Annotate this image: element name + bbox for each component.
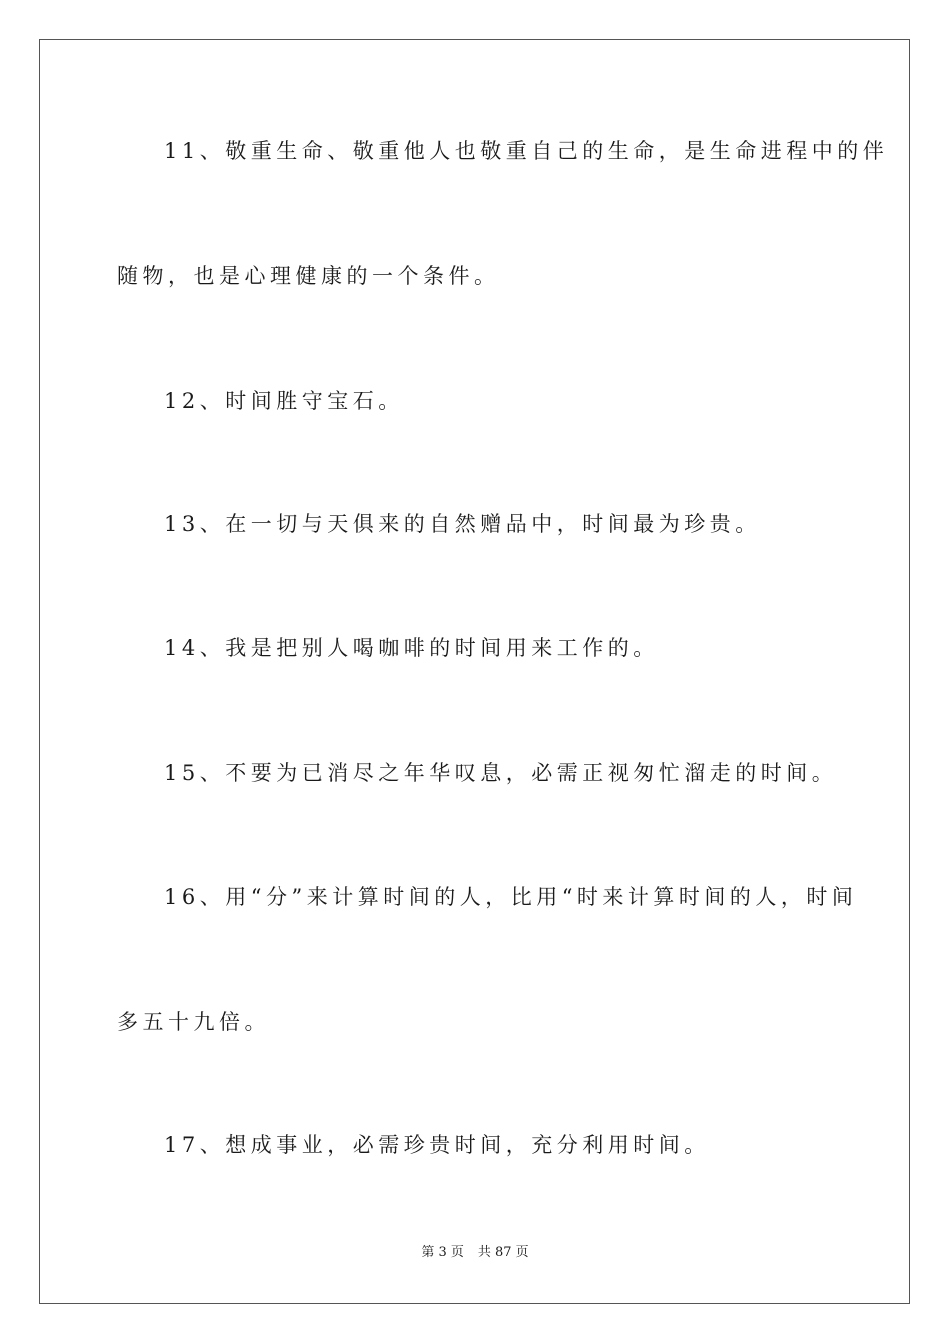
current-page-number: 第 3 页 bbox=[421, 1245, 464, 1260]
quote-12: 12、时间胜守宝石。 bbox=[164, 389, 404, 413]
quote-11-line-1: 11、敬重生命、敬重他人也敬重自己的生命，是生命进程中的伴 bbox=[164, 139, 889, 163]
quote-16-line-2: 多五十九倍。 bbox=[117, 1010, 270, 1034]
quote-13: 13、在一切与天俱来的自然赠品中，时间最为珍贵。 bbox=[164, 512, 761, 536]
quote-14: 14、我是把别人喝咖啡的时间用来工作的。 bbox=[164, 636, 659, 660]
quote-15: 15、不要为已消尽之年华叹息，必需正视匆忙溜走的时间。 bbox=[164, 761, 838, 785]
total-page-count: 共 87 页 bbox=[477, 1245, 529, 1260]
page-footer bbox=[0, 1244, 950, 1262]
quote-16-line-1: 16、用“分”来计算时间的人，比用“时来计算时间的人，时间 bbox=[164, 885, 858, 909]
quote-17: 17、想成事业，必需珍贵时间，充分利用时间。 bbox=[164, 1133, 710, 1157]
page-border bbox=[39, 39, 910, 1304]
quote-11-line-2: 随物，也是心理健康的一个条件。 bbox=[117, 264, 500, 288]
